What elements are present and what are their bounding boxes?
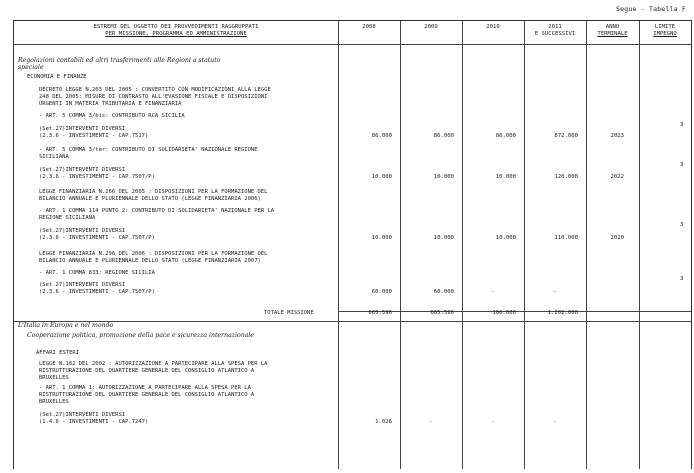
anno-terminale: 2023 (610, 133, 624, 139)
value-2008: 10.000 (371, 174, 392, 180)
sector-line: (Set.27)INTERVENTI DIVERSI (39, 228, 126, 234)
value-2011: 110.000 (554, 235, 578, 241)
article-line: SICILIANA (39, 154, 69, 160)
totale-missione-label: TOTALE MISSIONE (264, 310, 314, 316)
limite-impegno: 3 (680, 222, 684, 228)
col-divider (586, 21, 587, 469)
value-2008: 10.000 (371, 235, 392, 241)
value-2009: 86.000 (433, 133, 454, 139)
ministry-heading: AFFARI ESTERI (36, 350, 80, 356)
sector-line: (2.3.6 - INVESTIMENTI - CAP.7507/P) (39, 235, 155, 241)
value-2010: 10.000 (495, 235, 516, 241)
ministry-heading: ECONOMIA E FINANZE (27, 74, 87, 80)
col-divider (338, 21, 339, 469)
law-title: RISTRUTTURAZIONE DEL QUARTIERE GENERALE DEL CONSIGLIO ATLANTICO A (39, 368, 255, 374)
article-line: RISTRUTTURAZIONE DEL QUARTIERE GENERALE DEL CONSIGLIO ATLANTICO A (39, 392, 255, 398)
value-2009: - (429, 419, 433, 425)
total-2011: 1.202.000 (547, 310, 578, 316)
value-2009: 60.000 (433, 289, 454, 295)
value-2008: 86.000 (371, 133, 392, 139)
value-2010: 10.000 (495, 174, 516, 180)
sector-line: (2.3.6 - INVESTIMENTI - CAP.7507/P) (39, 174, 155, 180)
col-divider (400, 21, 401, 469)
total-2010: 106.000 (492, 310, 516, 316)
law-title: BILANCIO ANNUALE E PLURIENNALE DELLO STATO (LEGGE FINANZIARIA 2006) (39, 196, 261, 202)
law-title: LEGGE FINANZIARIA N.266 DEL 2005 : DISPOSIZIONI PER LA FORMAZIONE DEL (39, 189, 268, 195)
sector-line: (Set.27)INTERVENTI DIVERSI (39, 126, 126, 132)
value-2011: 872.000 (554, 133, 578, 139)
article-line: - ART. 1 COMMA 114 PUNTO 2: CONTRIBUTO DI SOLIDARIETA' NAZIONALE PER LA (39, 208, 275, 214)
value-2011: - (553, 419, 557, 425)
segue-label: Segue (616, 5, 637, 13)
col-header-limite: LIMITE IMPEGNO (653, 24, 677, 37)
section-divider (14, 321, 691, 322)
value-2009: 10.000 (433, 174, 454, 180)
table-reference: Segue - Tabella F (616, 5, 686, 13)
budget-table (13, 20, 692, 469)
anno-terminale: 2020 (610, 235, 624, 241)
limite-impegno: 3 (680, 162, 684, 168)
value-2008: 1.026 (375, 419, 392, 425)
sector-line: (Set.27)INTERVENTI DIVERSI (39, 412, 126, 418)
article-line: - ART. 1 COMMA 833: REGIONE SICILIA (39, 270, 155, 276)
article-line: - ART. 1 COMMA 1: AUTORIZZAZIONE A PARTECIPARE ALLA SPESA PER LA (39, 385, 251, 391)
header-divider (14, 44, 691, 45)
col-header-2010: 2010 (486, 24, 500, 30)
total-2008: 665.596 (368, 310, 392, 316)
sector-line: (Set.27)INTERVENTI DIVERSI (39, 282, 126, 288)
value-2009: 10.000 (433, 235, 454, 241)
law-title: 248 DEL 2005: MISURE DI CONTRASTO ALL'EVASIONE FISCALE E DISPOSIZIONI (39, 94, 268, 100)
col-header-2011: 2011 E SUCCESSIVI (534, 24, 576, 37)
article-line: REGIONE SICILIANA (39, 215, 96, 221)
sector-line: (Set.27)INTERVENTI DIVERSI (39, 167, 126, 173)
col-header-2008: 2008 (362, 24, 376, 30)
total-2009: 665.596 (430, 310, 454, 316)
limite-impegno: 3 (680, 122, 684, 128)
col-divider (524, 21, 525, 469)
value-2010: - (491, 419, 495, 425)
law-title: BILANCIO ANNUALE E PLURIENNALE DELLO STATO (LEGGE FINANZIARIA 2007) (39, 258, 261, 264)
value-2008: 60.000 (371, 289, 392, 295)
law-title: LEGGE N.182 DEL 2002 : AUTORIZZAZIONE A PARTECIPARE ALLA SPESA PER LA (39, 361, 268, 367)
article-line: - ART. 5 COMMA 3/ter: CONTRIBUTO DI SOLIDARIETA' NAZIONALE REGIONE (39, 147, 258, 153)
program-title: Cooperazione politica, promozione della pace e sicurezza internazionale (27, 332, 255, 339)
col-header-2009: 2009 (424, 24, 438, 30)
law-title: DECRETO LEGGE N.203 DEL 2005 : CONVERTITO CON MODIFICAZIONI ALLA LEGGE (39, 87, 271, 93)
article-line: - ART. 5 COMMA 3/bis: CONTRIBUTO RCA SICILIA (39, 113, 185, 119)
tabella-label: Tabella F (648, 5, 686, 13)
mission-title: Regolazioni contabili ed altri trasferimenti alle Regioni a statuto (18, 57, 221, 64)
sector-line: (1.4.6 - INVESTIMENTI - CAP.7247) (39, 419, 149, 425)
col-header-estremi: ESTREMI DEL OGGETTO DEI PROVVEDIMENTI RAGGRUPPATI PER MISSIONE, PROGRAMMA ED AMMINISTRAZIONE (93, 24, 259, 37)
limite-impegno: 3 (680, 276, 684, 282)
value-2010: - (491, 289, 495, 295)
value-2010: 86.000 (495, 133, 516, 139)
anno-terminale: 2022 (610, 174, 624, 180)
sector-line: (2.3.6 - INVESTIMENTI - CAP.7517) (39, 133, 149, 139)
law-title: BRUXELLES (39, 375, 69, 381)
article-line: BRUXELLES (39, 399, 69, 405)
mission-title: L'Italia in Europa e nel mondo (18, 322, 114, 329)
sector-line: (2.3.6 - INVESTIMENTI - CAP.7507/P) (39, 289, 155, 295)
law-title: LEGGE FINANZIARIA N.296 DEL 2006 : DISPOSIZIONI PER LA FORMAZIONE DEL (39, 251, 268, 257)
col-header-anno: ANNO TERMINALE (597, 24, 628, 37)
col-divider (462, 21, 463, 469)
value-2011: 120.000 (554, 174, 578, 180)
col-divider (639, 21, 640, 469)
value-2011: - (553, 289, 557, 295)
mission-title-cont: speciale (18, 64, 44, 71)
law-title: URGENTI IN MATERIA TRIBUTARIA E FINANZIARIA (39, 101, 182, 107)
